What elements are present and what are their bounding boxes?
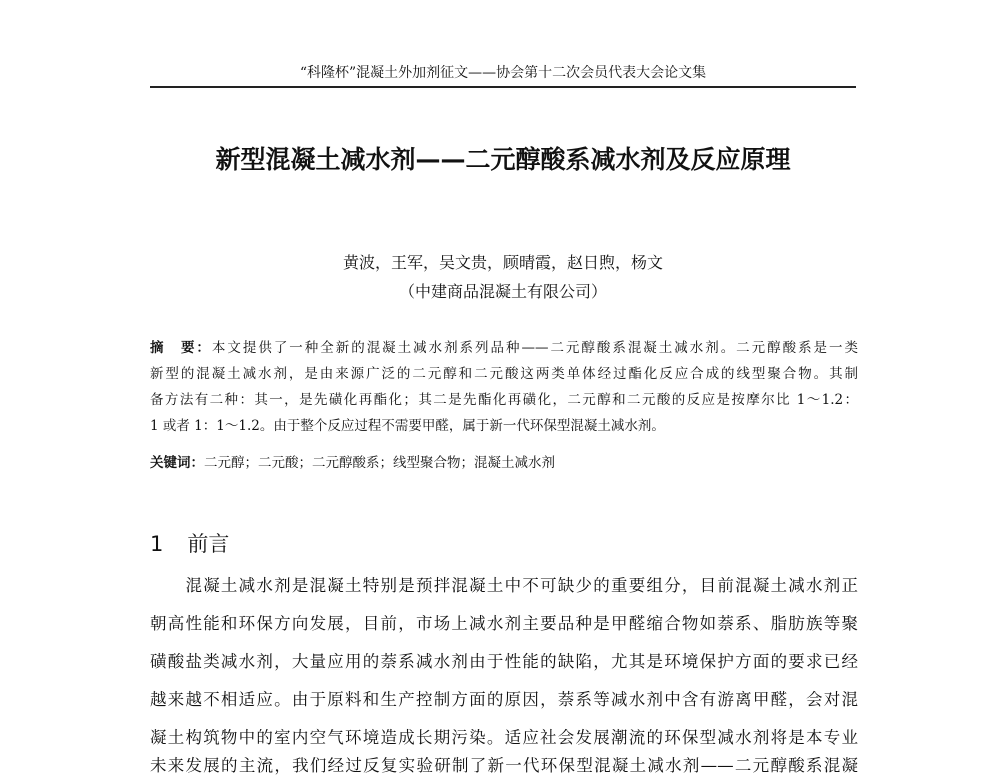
body-line: 混凝土减水剂是混凝土特别是预拌混凝土中不可缺少的重要组分，目前混凝土减水剂正 [150, 576, 858, 595]
abstract-line: 新型的混凝土减水剂，是由来源广泛的二元醇和二元酸这两类单体经过酯化反应合成的线型聚合物。其制 [150, 366, 858, 382]
keywords-line [150, 451, 858, 471]
body-line: 未来发展的主流，我们经过反复实验研制了新一代环保型混凝土减水剂——二元醇酸系混凝 [150, 756, 858, 775]
affiliation: （中建商品混凝土有限公司） [398, 282, 607, 301]
abstract-line: 备方法有二种：其一，是先磺化再酯化；其二是先酯化再磺化，二元醇和二元酸的反应是按摩尔比 1～1.2： [150, 392, 858, 408]
section-number: 1 [150, 532, 164, 556]
abstract-line [150, 336, 858, 356]
abstract-label: 摘 要： [150, 340, 212, 356]
keywords-text: 二元醇；二元酸；二元醇酸系；线型聚合物；混凝土减水剂 [204, 455, 555, 471]
body-line: 朝高性能和环保方向发展，目前，市场上减水剂主要品种是甲醛缩合物如萘系、脂肪族等聚 [150, 614, 858, 633]
authors: 黄波，王军，吴文贵，顾晴霞，赵日煦，杨文 [342, 253, 663, 272]
paper-title: 新型混凝土减水剂——二元醇酸系减水剂及反应原理 [215, 145, 791, 174]
running-header: “科隆杯”混凝土外加剂征文——协会第十二次会员代表大会论文集 [299, 65, 707, 81]
abstract-text: 本文提供了一种全新的混凝土减水剂系列品种——二元醇酸系混凝土减水剂。二元醇酸系是一类 [211, 340, 859, 356]
section-title: 前言 [187, 532, 230, 556]
body-line: 越来越不相适应。由于原料和生产控制方面的原因，萘系等减水剂中含有游离甲醛，会对混 [150, 690, 858, 709]
section-heading [150, 528, 229, 558]
body-line: 磺酸盐类减水剂，大量应用的萘系减水剂由于性能的缺陷，尤其是环境保护方面的要求已经 [150, 652, 858, 671]
abstract-line: 1 或者 1：1～1.2。由于整个反应过程不需要甲醛，属于新一代环保型混凝土减水剂。 [150, 418, 665, 434]
header-rule [150, 86, 856, 88]
keywords-label: 关键词： [150, 455, 204, 471]
body-line: 凝土构筑物中的室内空气环境造成长期污染。适应社会发展潮流的环保型减水剂将是本专业 [150, 728, 858, 747]
